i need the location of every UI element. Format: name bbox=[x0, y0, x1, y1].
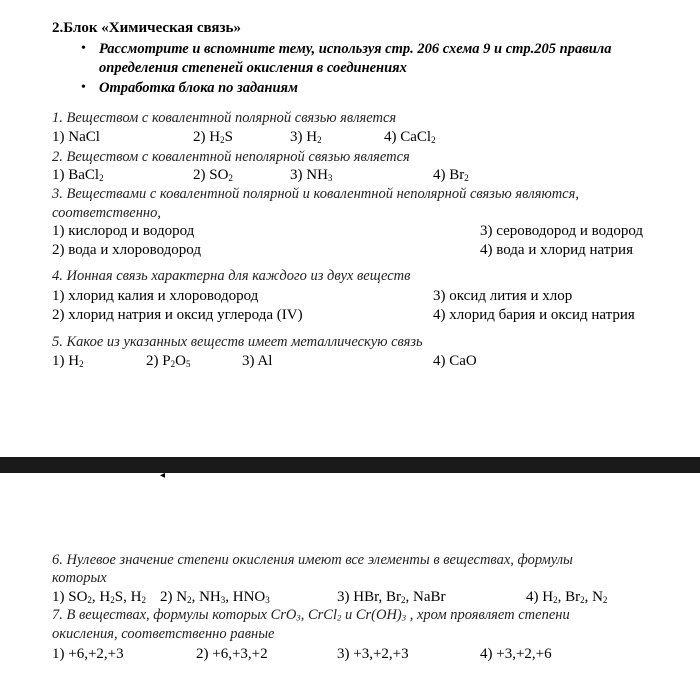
q7-option-3: 3) +3,+2,+3 bbox=[337, 646, 409, 662]
q6-option-4: 4) $H_2$, $Br_2$, $N_2$ bbox=[526, 589, 608, 605]
q1-option-3: 3) $H_2$ bbox=[290, 129, 322, 145]
question-3-line-1: 3. Веществами с ковалентной полярной и ковалентной неполярной связью являются, bbox=[52, 186, 579, 202]
q2-option-2: 2) $SO_2$ bbox=[193, 167, 233, 183]
cursor-icon: ◂ bbox=[160, 470, 166, 481]
question-6-line-2: которых bbox=[52, 570, 107, 586]
q7-option-1: 1) +6,+2,+3 bbox=[52, 646, 124, 662]
q1-option-4: 4) CaCl$_2$ bbox=[384, 129, 436, 145]
q6-option-2: 2) $N_2$, $NH_3$, $HNO_3$ bbox=[160, 589, 270, 605]
question-1: 1. Веществом с ковалентной полярной связью является bbox=[52, 110, 397, 126]
q3-option-4: 4) вода и хлорид натрия bbox=[480, 242, 633, 258]
q2-option-1: 1) BaCl$_2$ bbox=[52, 167, 104, 183]
bullet-1-line-1: Рассмотрите и вспомните тему, используя стр. 206 схема 9 и стр.205 правила bbox=[99, 41, 612, 57]
q4-option-3: 3) оксид лития и хлор bbox=[433, 288, 573, 304]
bullet-2: Отработка блока по заданиям bbox=[99, 80, 298, 96]
q6-option-3: 3) HBr, $Br_2$, NaBr bbox=[337, 589, 446, 605]
q4-option-2: 2) хлорид натрия и оксид углерода (IV) bbox=[52, 307, 303, 323]
q5-option-2: 2) $P_2O_5$ bbox=[146, 353, 191, 369]
q5-option-4: 4) CaO bbox=[433, 353, 477, 369]
question-3-line-2: соответственно, bbox=[52, 205, 161, 221]
question-4: 4. Ионная связь характерна для каждого из двух веществ bbox=[52, 268, 411, 284]
q2-option-3: 3) $NH_3$ bbox=[290, 167, 333, 183]
q1-option-1: 1) NaCl bbox=[52, 129, 100, 145]
question-7-line-2: окисления, соответственно равные bbox=[52, 626, 275, 642]
q5-option-1: 1) $H_2$ bbox=[52, 353, 84, 369]
bullet-mark: • bbox=[81, 80, 86, 95]
q2-option-4: 4) $Br_2$ bbox=[433, 167, 469, 183]
bullet-1-line-2: определения степеней окисления в соединениях bbox=[99, 60, 407, 76]
q5-option-3: 3) Al bbox=[242, 353, 273, 369]
q3-option-3: 3) сероводород и водород bbox=[480, 223, 644, 239]
q3-option-1: 1) кислород и водород bbox=[52, 223, 195, 239]
question-5: 5. Какое из указанных веществ имеет металлическую связь bbox=[52, 334, 423, 350]
q1-option-2: 2) $H_2S$ bbox=[193, 129, 233, 145]
q7-option-2: 2) +6,+3,+2 bbox=[196, 646, 268, 662]
q4-option-4: 4) хлорид бария и оксид натрия bbox=[433, 307, 635, 323]
page-separator bbox=[0, 457, 700, 473]
question-6-line-1: 6. Нулевое значение степени окисления имеют все элементы в веществах, формулы bbox=[52, 552, 573, 568]
q3-option-2: 2) вода и хлороводород bbox=[52, 242, 201, 258]
question-7-line-1: 7. В веществах, формулы которых CrO$_3$, CrCl$_2$ и $Cr(OH)_3$ , хром проявляет степени bbox=[52, 607, 570, 623]
bullet-mark: • bbox=[81, 41, 86, 56]
q4-option-1: 1) хлорид калия и хлороводород bbox=[52, 288, 259, 304]
q7-option-4: 4) +3,+2,+6 bbox=[480, 646, 552, 662]
q6-option-1: 1) $SO_2$, $H_2S$, $H_2$ bbox=[52, 589, 146, 605]
question-2: 2. Веществом с ковалентной неполярной связью является bbox=[52, 149, 410, 165]
block-title: 2.Блок «Химическая связь» bbox=[52, 20, 241, 36]
